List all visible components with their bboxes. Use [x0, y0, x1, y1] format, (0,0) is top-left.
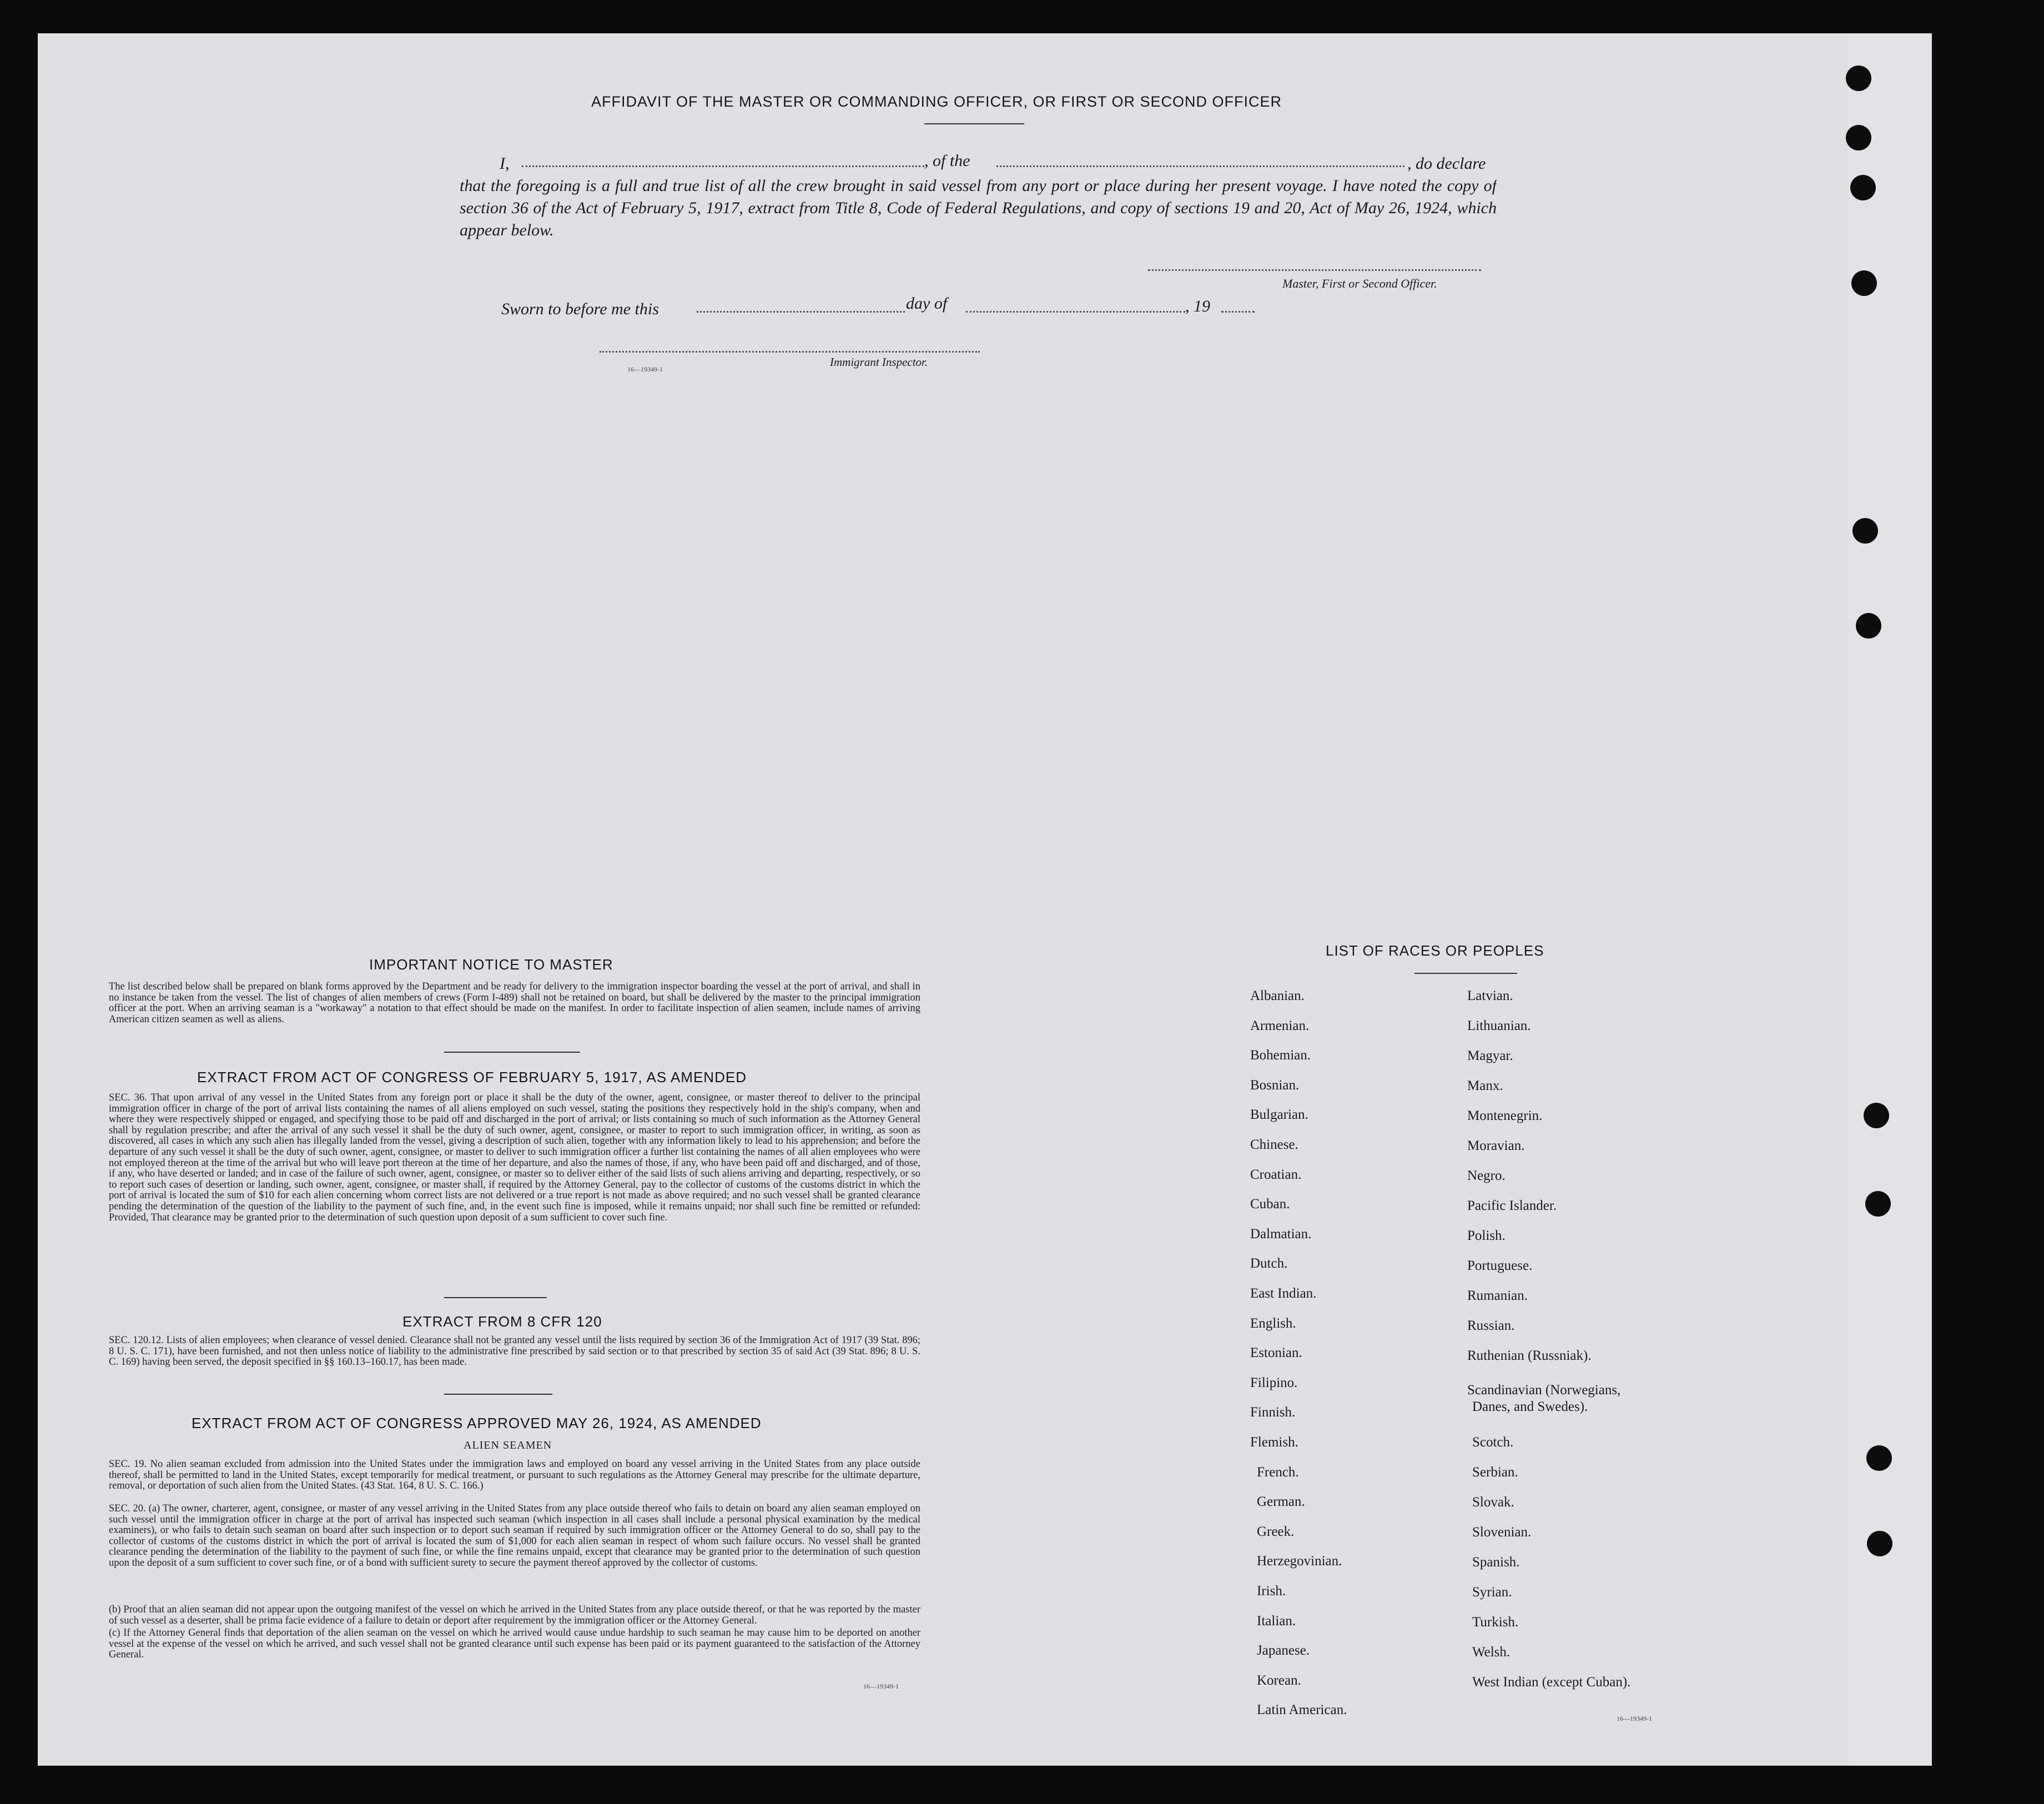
race-item: Syrian.	[1472, 1585, 1512, 1600]
sworn-day-of: day of	[906, 294, 948, 313]
race-item: Albanian.	[1250, 988, 1305, 1003]
race-item: Slovak.	[1472, 1495, 1514, 1510]
race-item: Chinese.	[1250, 1137, 1298, 1152]
race-item: Croatian.	[1250, 1167, 1302, 1182]
extract-1924-title: EXTRACT FROM ACT OF CONGRESS APPROVED MAY 26, 1924, AS AMENDED	[192, 1415, 762, 1431]
race-item: Irish.	[1257, 1584, 1286, 1599]
race-item: Herzegovinian.	[1257, 1554, 1342, 1569]
affidavit-title: AFFIDAVIT OF THE MASTER OR COMMANDING OFFICER, OR FIRST OR SECOND OFFICER	[591, 93, 1282, 110]
notice-rule	[444, 1052, 580, 1053]
race-item: Lithuanian.	[1467, 1018, 1531, 1033]
race-item: Ruthenian (Russniak).	[1467, 1348, 1592, 1363]
race-item: Polish.	[1467, 1228, 1506, 1243]
race-item: Manx.	[1467, 1078, 1503, 1093]
extract-1917-rule	[444, 1297, 547, 1298]
races-rule	[1414, 973, 1517, 974]
race-item: West Indian (except Cuban).	[1472, 1675, 1631, 1690]
race-item: Magyar.	[1467, 1048, 1513, 1063]
sworn-year-field[interactable]	[1221, 311, 1255, 313]
inspector-caption: Immigrant Inspector.	[830, 355, 928, 369]
cfr-body: SEC. 120.12. Lists of alien employees; when clearance of vessel denied. Clearance shall not be granted any vessel until the lists required by section 36 of the Immigration Act of 1917 (39 Stat. 896; 8 U. S. C. 171), have been furnished, and not then unless notice of liability to the administrative fine prescribed by said section or to that prescribed by section 35 of said Act (39 Stat. 896; 8 U. S. C. 169) having been served, the deposit specified in §§ 160.13–160.17, has been made.	[109, 1335, 920, 1368]
race-item: Korean.	[1257, 1672, 1301, 1688]
race-item: Bosnian.	[1250, 1077, 1300, 1093]
form-number-races: 16—19349-1	[1617, 1715, 1652, 1722]
race-item: Armenian.	[1250, 1018, 1310, 1033]
punch-hole-3	[1850, 175, 1876, 200]
punch-hole-10	[1867, 1531, 1892, 1556]
race-item: French.	[1257, 1464, 1299, 1480]
punch-hole-8	[1865, 1191, 1891, 1217]
punch-hole-4	[1851, 270, 1877, 296]
punch-hole-6	[1856, 613, 1881, 639]
race-item: Scotch.	[1472, 1435, 1514, 1450]
race-item: Italian.	[1257, 1613, 1296, 1629]
notice-title: IMPORTANT NOTICE TO MASTER	[369, 956, 613, 973]
race-item: Cuban.	[1250, 1197, 1290, 1212]
sworn-month-field[interactable]	[966, 311, 1185, 313]
race-item: Scandinavian (Norwegians,	[1467, 1383, 1621, 1398]
sec20a-text: SEC. 20. (a) The owner, charterer, agent, consignee, or master of any vessel arriving in the United States from any place outside thereof who fails to detain on board any alien seaman employed on such vessel until the immigration officer in charge at the port of arrival has inspected such seaman (which inspection in all cases shall include a personal physical examination by the medical examiners), or who fails to detain such seaman on board after such inspection or to deport such seaman if required by such immigration officer or the Attorney General to do so, shall pay to the collector of customs of the customs district in which the port of arrival is located the sum of $1,000 for each alien seaman in respect of whom such failure occurs. No vessel shall be granted clearance pending the determination of the liability to the payment of such fine, or while the fine remains unpaid, except that clearance may be granted prior to the determination of such question upon the deposit of a sum sufficient to cover such fine, or of a bond with sufficient surety to secure the payment thereof approved by the collector of customs.	[109, 1504, 920, 1569]
race-item: Rumanian.	[1467, 1288, 1528, 1303]
race-item: English.	[1250, 1315, 1296, 1331]
race-item: Portuguese.	[1467, 1258, 1533, 1273]
race-item: Latvian.	[1467, 988, 1513, 1003]
race-item: Pacific Islander.	[1467, 1198, 1557, 1213]
declaration-of-the: , of the	[924, 152, 970, 170]
race-item: Spanish.	[1472, 1555, 1520, 1570]
sworn-day-field[interactable]	[697, 311, 905, 313]
form-number-extract: 16—19349-1	[863, 1682, 899, 1690]
name-field[interactable]	[522, 165, 924, 167]
race-item: Dutch.	[1250, 1256, 1288, 1272]
race-item: Russian.	[1467, 1318, 1515, 1333]
form-number-top: 16—19349-1	[627, 365, 663, 373]
race-item: Bulgarian.	[1250, 1107, 1308, 1123]
cfr-title: EXTRACT FROM 8 CFR 120	[402, 1313, 602, 1330]
signature-caption: Master, First or Second Officer.	[1282, 277, 1437, 290]
declaration-i: I,	[500, 154, 510, 173]
race-item: East Indian.	[1250, 1286, 1317, 1301]
race-item: Bohemian.	[1250, 1048, 1311, 1063]
signature-line[interactable]	[1148, 269, 1481, 271]
race-item: Flemish.	[1250, 1435, 1298, 1450]
title-rule	[924, 123, 1024, 124]
alien-seamen-subtitle: ALIEN SEAMEN	[464, 1439, 552, 1451]
punch-hole-7	[1864, 1103, 1889, 1128]
inspector-line[interactable]	[600, 351, 980, 353]
extract-1917-title: EXTRACT FROM ACT OF CONGRESS OF FEBRUARY 5, 1917, AS AMENDED	[197, 1069, 747, 1086]
sworn-year: , 19	[1185, 297, 1210, 315]
vessel-field[interactable]	[996, 165, 1404, 167]
race-item: Filipino.	[1250, 1375, 1298, 1390]
extract-1917-body: SEC. 36. That upon arrival of any vessel in the United States from any foreign port or place it shall be the duty of the owner, agent, consignee, or master thereof to deliver to the principal immigration officer in charge of the port of arrival lists containing the names of all aliens employed on such vessel, stating the positions they respectively hold in the ship's company, when and where they were respectively shipped or engaged, and specifying those to be paid off and discharged in the port of arrival; or lists containing so much of such information as the Attorney General shall by regulation prescribe; and after the arrival of any such vessel it shall be the duty of such owner, agent, consignee, or master to report to such immigration officer, in writing, as soon as discovered, all cases in which any such alien has illegally landed from the vessel, giving a description of such alien, together with any information likely to lead to his apprehension; and before the departure of any such vessel it shall be the duty of such owner, agent, consignee, or master to deliver to such immigration officer a further list containing the names of all alien employees who were not employed thereon at the time of the arrival but who will leave port thereon at the time of her departure, and also the names of those, if any, who have been paid off and discharged, and of those, if any, who have deserted or landed; and in case of the failure of such owner, agent, consignee, or master so to deliver either of the said lists of such aliens arriving and departing, respectively, or so to report such cases of desertion or landing, such owner, agent, consignee, or master shall, if required by the Attorney General, pay to the collector of customs of the customs district in which the port of arrival is located the sum of $10 for each alien concerning whom correct lists are not delivered or a true report is not made as above required; and no such vessel shall be granted clearance pending the determination of the question of the liability to the payment of such fine, and, in the event such fine is imposed, while it remains unpaid; nor shall such fine be remitted or refunded: Provided, That clearance may be granted prior to the determination of such question upon deposit of a sum sufficient to cover such fine.	[109, 1093, 920, 1223]
race-item: Estonian.	[1250, 1345, 1302, 1361]
race-item: Danes, and Swedes).	[1472, 1399, 1588, 1414]
notice-body: The list described below shall be prepared on blank forms approved by the Department and be ready for delivery to the immigration inspector boarding the vessel at the port of arrival, and shall in no instance be taken from the vessel. The list of changes of alien members of crews (Form I-489) shall not be retained on board, but shall be delivered by the master to the principal immigration officer at the port. When an arriving seaman is a "workaway" a notation to that effect should be made on the manifest. In order to facilitate inspection of alien seamen, include names of arriving American citizen seamen as well as aliens.	[109, 982, 920, 1025]
race-item: Finnish.	[1250, 1405, 1296, 1420]
race-item: German.	[1257, 1494, 1305, 1510]
race-item: Slovenian.	[1472, 1525, 1532, 1540]
punch-hole-5	[1852, 518, 1878, 544]
race-item: Serbian.	[1472, 1465, 1518, 1480]
sworn-prefix: Sworn to before me this	[501, 300, 659, 318]
race-item: Montenegrin.	[1467, 1108, 1543, 1123]
punch-hole-1	[1846, 66, 1871, 91]
race-item: Welsh.	[1472, 1645, 1511, 1660]
punch-hole-2	[1846, 125, 1871, 150]
cfr-rule	[444, 1394, 552, 1395]
declaration-body: that the foregoing is a full and true list of all the crew brought in said vessel from any port or place during her present voyage. I have noted the copy of section 36 of the Act of February 5, 1917, extract from Title 8, Code of Federal Regulations, and copy of sections 19 and 20, Act of May 26, 1924, which appear below.	[460, 177, 1497, 239]
race-item: Japanese.	[1257, 1643, 1310, 1659]
sec20c-text: (c) If the Attorney General finds that deportation of the alien seaman on the vessel on which he arrived would cause undue hardship to such seaman he may cause him to be deported on another vessel at the expense of the vessel on which he arrived, and such vessel shall not be granted clearance until such expense has been paid or its payment guaranteed to the satisfaction of the Attorney General.	[109, 1628, 920, 1661]
race-item: Dalmatian.	[1250, 1226, 1312, 1242]
sec19-text: SEC. 19. No alien seaman excluded from admission into the United States under the immigration laws and employed on board any vessel arriving in the United States from any place outside thereof, shall be permitted to land in the United States, except temporarily for medical treatment, or pursuant to such regulations as the Attorney General may prescribe for the ultimate departure, removal, or deportation of such alien from the United States. (43 Stat. 164, 8 U. S. C. 166.)	[109, 1459, 920, 1492]
race-item: Turkish.	[1472, 1615, 1519, 1630]
race-item: Greek.	[1257, 1524, 1295, 1539]
sec20b-text: (b) Proof that an alien seaman did not appear upon the outgoing manifest of the vessel on which he arrived in the United States from any place outside thereof, or that he was reported by the master of such vessel as a deserter, shall be prima facie evidence of a failure to detain or deport after requirement by the immigration officer or the Attorney General.	[109, 1605, 920, 1626]
race-item: Latin American.	[1257, 1702, 1347, 1718]
declaration-do-declare: , do declare	[1407, 154, 1486, 173]
race-item: Negro.	[1467, 1168, 1506, 1183]
race-item: Moravian.	[1467, 1138, 1525, 1153]
punch-hole-9	[1866, 1445, 1892, 1471]
races-title: LIST OF RACES OR PEOPLES	[1326, 942, 1544, 959]
